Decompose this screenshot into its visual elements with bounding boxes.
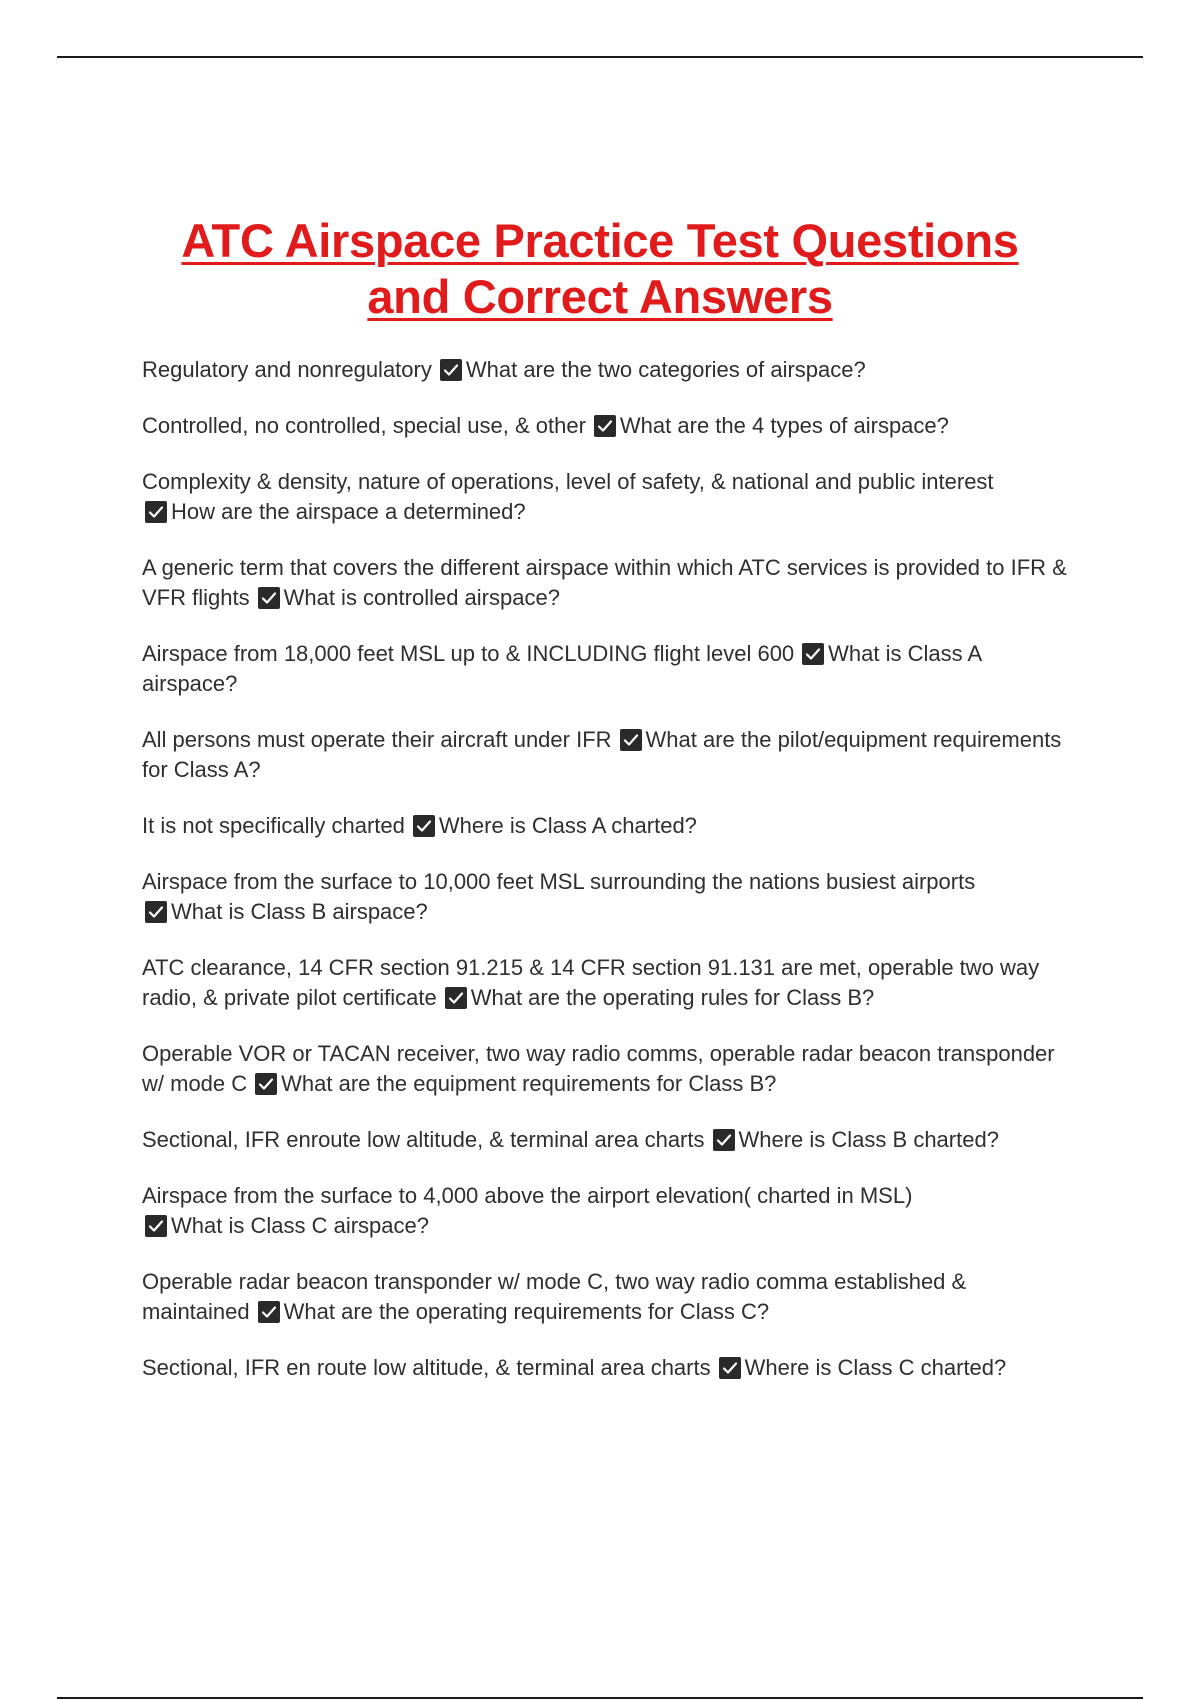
question-text: What are the operating requirements for Class C? [283, 1299, 770, 1324]
check-box-icon [594, 415, 616, 437]
qa-item [142, 725, 1072, 785]
answer-text: Controlled, no controlled, special use, & other [142, 413, 586, 438]
question-text: What is Class C airspace? [171, 1213, 429, 1238]
question-text: What are the equipment requirements for Class B? [281, 1071, 777, 1096]
answer-text: Complexity & density, nature of operations, level of safety, & national and public interest [142, 469, 994, 494]
check-box-icon [713, 1129, 735, 1151]
answer-text: Airspace from 18,000 feet MSL up to & INCLUDING flight level 600 [142, 641, 795, 666]
qa-item [142, 1181, 1072, 1241]
qa-item [142, 411, 1072, 441]
question-text: Where is Class B charted? [738, 1127, 999, 1152]
question-text: How are the airspace a determined? [171, 499, 526, 524]
answer-text: Sectional, IFR enroute low altitude, & terminal area charts [142, 1127, 705, 1152]
document-title [100, 213, 1100, 325]
question-text: What is controlled airspace? [283, 585, 560, 610]
question-text: What are the pilot/equipment requirements for Class A? [142, 727, 1062, 782]
qa-item [142, 467, 1072, 527]
check-box-icon [258, 1301, 280, 1323]
check-box-icon [145, 1215, 167, 1237]
qa-item [142, 1267, 1072, 1327]
title-line-1: ATC Airspace Practice Test Questions [181, 214, 1019, 267]
question-text: Where is Class A charted? [438, 813, 697, 838]
answer-text: A generic term that covers the different airspace within which ATC services is provided to IFR & VFR flights [142, 555, 1067, 610]
qa-item [142, 1039, 1072, 1099]
answer-text: Sectional, IFR en route low altitude, & terminal area charts [142, 1355, 711, 1380]
question-text: Where is Class C charted? [744, 1355, 1007, 1380]
check-box-icon [255, 1073, 277, 1095]
title-line-2: and Correct Answers [367, 270, 833, 323]
qa-item [142, 953, 1072, 1013]
qa-item [142, 867, 1072, 927]
check-box-icon [258, 587, 280, 609]
answer-text: Airspace from the surface to 10,000 feet MSL surrounding the nations busiest airports [142, 869, 976, 894]
answer-text: ATC clearance, 14 CFR section 91.215 & 14 CFR section 91.131 are met, operable two way radio, & private pilot certificate [142, 955, 1040, 1010]
question-text: What is Class A airspace? [142, 641, 982, 696]
bottom-rule [57, 1697, 1143, 1699]
question-text: What are the two categories of airspace? [465, 357, 866, 382]
check-box-icon [719, 1357, 741, 1379]
qa-item [142, 639, 1072, 699]
check-box-icon [802, 643, 824, 665]
qa-item [142, 1125, 1072, 1155]
qa-item [142, 553, 1072, 613]
check-box-icon [145, 901, 167, 923]
answer-text: Operable VOR or TACAN receiver, two way radio comms, operable radar beacon transponder w/ mode C [142, 1041, 1055, 1096]
qa-item [142, 811, 1072, 841]
qa-item [142, 355, 1072, 385]
answer-text: Airspace from the surface to 4,000 above the airport elevation( charted in MSL) [142, 1183, 913, 1208]
answer-text: All persons must operate their aircraft under IFR [142, 727, 612, 752]
answer-text: Operable radar beacon transponder w/ mode C, two way radio comma established & maintained [142, 1269, 967, 1324]
top-rule [57, 56, 1143, 58]
check-box-icon [440, 359, 462, 381]
question-text: What are the operating rules for Class B? [470, 985, 875, 1010]
answer-text: Regulatory and nonregulatory [142, 357, 432, 382]
check-box-icon [445, 987, 467, 1009]
question-text: What is Class B airspace? [171, 899, 428, 924]
check-box-icon [620, 729, 642, 751]
check-box-icon [413, 815, 435, 837]
answer-text: It is not specifically charted [142, 813, 405, 838]
qa-list [142, 355, 1072, 1409]
check-box-icon [145, 501, 167, 523]
qa-item [142, 1353, 1072, 1383]
question-text: What are the 4 types of airspace? [619, 413, 949, 438]
